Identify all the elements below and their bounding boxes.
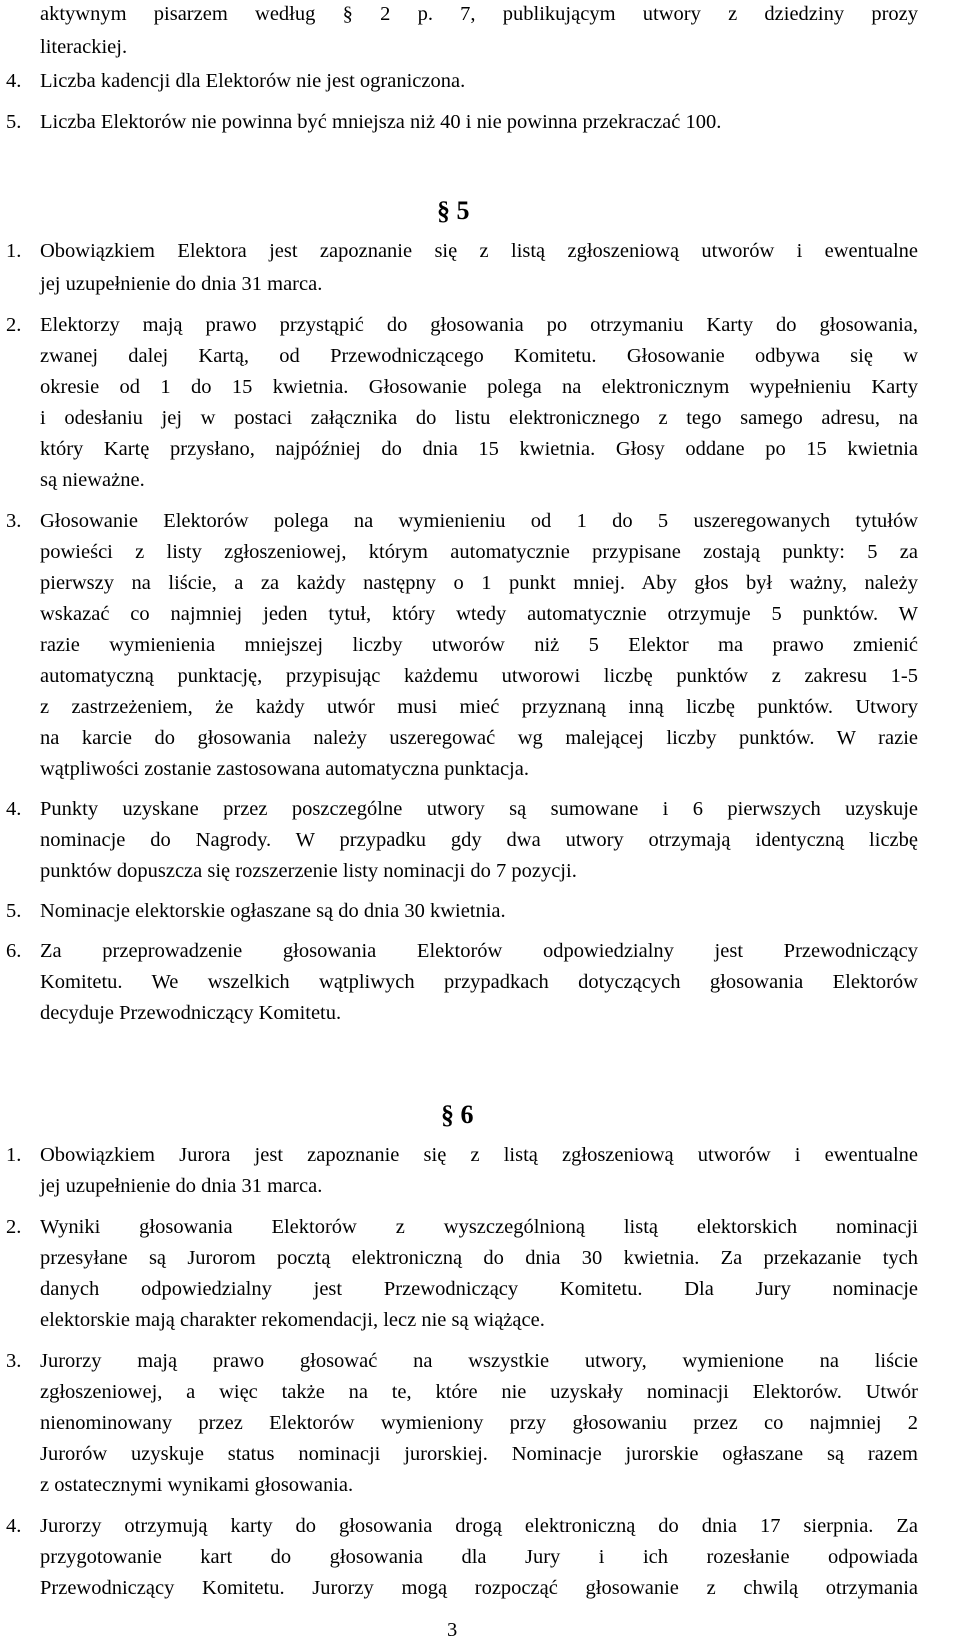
item-line: przesyłane są Jurorom pocztą elektroniczną do dnia 30 kwietnia. Za przekazanie tych <box>40 1247 918 1269</box>
item-line: Komitetu. We wszelkich wątpliwych przypadkach dotyczących głosowania Elektorów <box>40 971 918 993</box>
item-number: 5. <box>6 111 22 133</box>
item-number: 2. <box>6 1216 22 1238</box>
item-line: punktów dopuszcza się rozszerzenie listy nominacji do 7 pozycji. <box>40 860 577 882</box>
item-line: zwanej dalej Kartą, od Przewodniczącego Komitetu. Głosowanie odbywa się w <box>40 345 918 367</box>
item-number: 2. <box>6 314 22 336</box>
item-line: Elektorzy mają prawo przystąpić do głosowania po otrzymaniu Karty do głosowania, <box>40 314 918 336</box>
item-line: Punkty uzyskane przez poszczególne utwory są sumowane i 6 pierwszych uzyskuje <box>40 798 918 820</box>
item-line: wskazać co najmniej jeden tytuł, który wtedy automatycznie otrzymuje 5 punktów. W <box>40 603 918 625</box>
item-line: są nieważne. <box>40 469 145 491</box>
item-line: jej uzupełnienie do dnia 31 marca. <box>40 1175 323 1197</box>
intro-line: literackiej. <box>40 36 128 58</box>
item-line: razie wymienienia mniejszej liczby utworów niż 5 Elektor ma prawo zmienić <box>40 634 918 656</box>
item-line: powieści z listy zgłoszeniowej, którym automatycznie przypisane zostają punkty: 5 za <box>40 541 918 563</box>
item-line: pierwszy na liście, a za każdy następny o 1 punkt mniej. Aby głos był ważny, należy <box>40 572 918 594</box>
item-line: elektorskie mają charakter rekomendacji, lecz nie są wiążące. <box>40 1309 545 1331</box>
item-line: Jurorzy mają prawo głosować na wszystkie utwory, wymienione na liście <box>40 1350 918 1372</box>
item-line: danych odpowiedzialny jest Przewodniczący Komitetu. Dla Jury nominacje <box>40 1278 918 1300</box>
item-line: z zastrzeżeniem, że każdy utwór musi mieć przyznaną inną liczbę punktów. Utwory <box>40 696 918 718</box>
item-line: Wyniki głosowania Elektorów z wyszczególnioną listą elektorskich nominacji <box>40 1216 918 1238</box>
item-line: Głosowanie Elektorów polega na wymienieniu od 1 do 5 uszeregowanych tytułów <box>40 510 918 532</box>
item-number: 6. <box>6 940 22 962</box>
item-line: nienominowany przez Elektorów wymieniony przy głosowaniu przez co najmniej 2 <box>40 1412 918 1434</box>
item-line: na karcie do głosowania należy uszeregować wg malejącej liczby punktów. W razie <box>40 727 918 749</box>
item-line: i odesłaniu jej w postaci załącznika do listu elektronicznego z tego samego adresu, na <box>40 407 918 429</box>
item-number: 3. <box>6 1350 22 1372</box>
item-line: zgłoszeniowej, a więc także na te, które nie uzyskały nominacji Elektorów. Utwór <box>40 1381 918 1403</box>
item-line: nominacje do Nagrody. W przypadku gdy dwa utwory otrzymają identyczną liczbę <box>40 829 918 851</box>
item-line: który Kartę przysłano, najpóźniej do dnia 15 kwietnia. Głosy oddane po 15 kwietnia <box>40 438 918 460</box>
item-line: Liczba Elektorów nie powinna być mniejsza niż 40 i nie powinna przekraczać 100. <box>40 111 722 133</box>
item-number: 4. <box>6 1515 22 1537</box>
item-line: automatyczną punktację, przypisując każdemu utworowi liczbę punktów z zakresu 1-5 <box>40 665 918 687</box>
item-line: decyduje Przewodniczący Komitetu. <box>40 1002 342 1024</box>
page-number: 3 <box>447 1619 458 1641</box>
item-line: Przewodniczący Komitetu. Jurorzy mogą rozpocząć głosowanie z chwilą otrzymania <box>40 1577 918 1599</box>
item-line: Nominacje elektorskie ogłaszane są do dnia 30 kwietnia. <box>40 900 506 922</box>
item-line: Jurorzy otrzymują karty do głosowania drogą elektroniczną do dnia 17 sierpnia. Za <box>40 1515 918 1537</box>
item-line: Jurorów uzyskuje status nominacji jurorskiej. Nominacje jurorskie ogłaszane są razem <box>40 1443 918 1465</box>
item-line: Obowiązkiem Jurora jest zapoznanie się z listą zgłoszeniową utworów i ewentualne <box>40 1144 918 1166</box>
item-number: 5. <box>6 900 22 922</box>
item-line: Liczba kadencji dla Elektorów nie jest ograniczona. <box>40 70 466 92</box>
item-line: okresie od 1 do 15 kwietnia. Głosowanie polega na elektronicznym wypełnieniu Karty <box>40 376 918 398</box>
section-5-heading: § 5 <box>437 196 470 225</box>
item-number: 1. <box>6 240 22 262</box>
section-6-heading: § 6 <box>441 1100 474 1129</box>
intro-line: aktywnym pisarzem według § 2 p. 7, publikującym utwory z dziedziny prozy <box>40 3 918 25</box>
item-line: wątpliwości zostanie zastosowana automatyczna punktacja. <box>40 758 529 780</box>
item-line: Za przeprowadzenie głosowania Elektorów odpowiedzialny jest Przewodniczący <box>40 940 918 962</box>
item-number: 3. <box>6 510 22 532</box>
item-line: przygotowanie kart do głosowania dla Jury i ich rozesłanie odpowiada <box>40 1546 918 1568</box>
item-line: jej uzupełnienie do dnia 31 marca. <box>40 273 323 295</box>
item-line: Obowiązkiem Elektora jest zapoznanie się z listą zgłoszeniową utworów i ewentualne <box>40 240 918 262</box>
item-number: 1. <box>6 1144 22 1166</box>
item-number: 4. <box>6 70 22 92</box>
item-line: z ostatecznymi wynikami głosowania. <box>40 1474 354 1496</box>
item-number: 4. <box>6 798 22 820</box>
